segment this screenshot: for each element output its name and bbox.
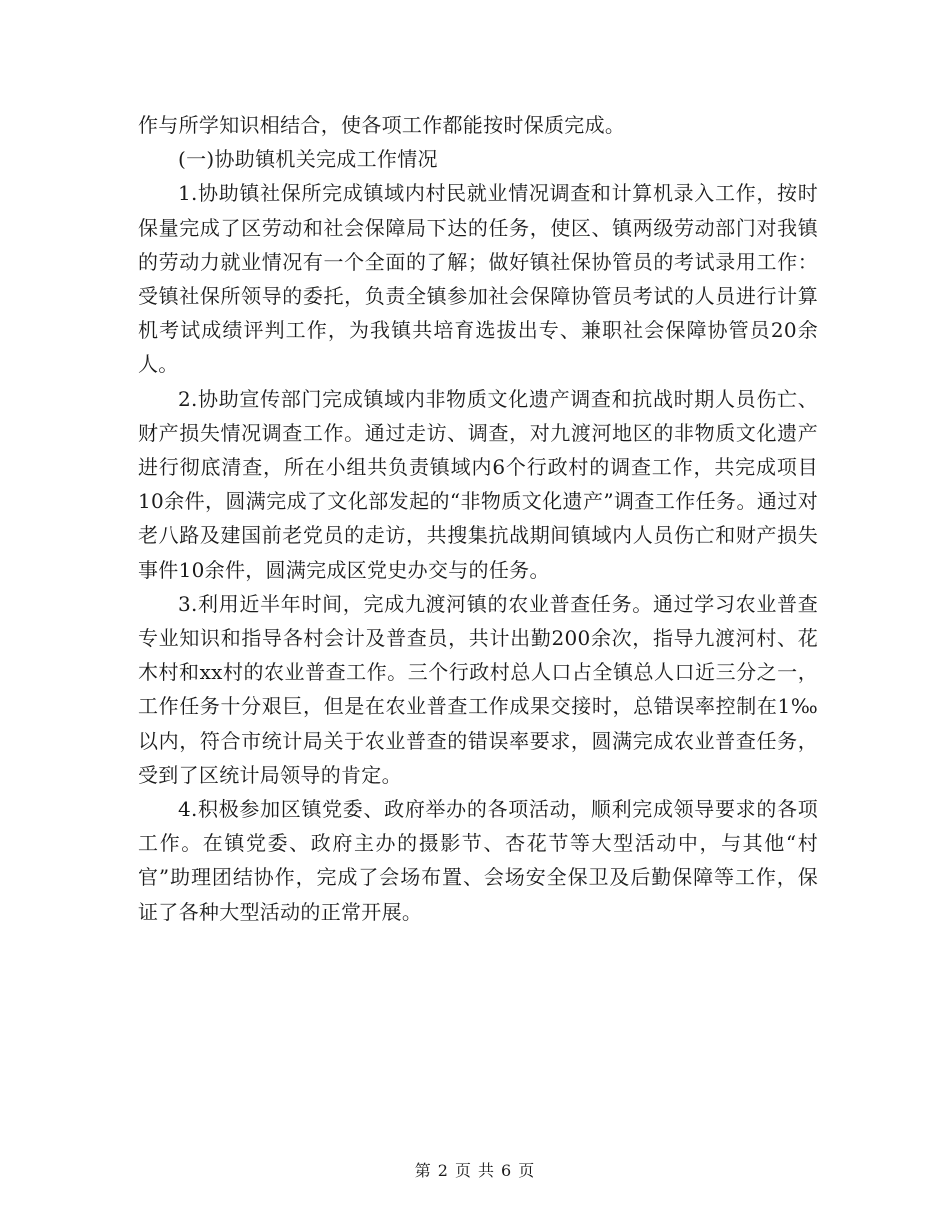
section-heading: (一)协助镇机关完成工作情况 [178,147,438,172]
continuation-paragraph: 作与所学知识相结合，使各项工作都能按时保质完成。 [138,113,626,137]
footer-middle: 页 共 [454,1161,496,1180]
page-footer [0,1158,950,1181]
list-item-1: 1.协助镇社保所完成镇域内村民就业情况调查和计算机录入工作，按时保量完成了区劳动和社会保障局下达的任务，使区、镇两级劳动部门对我镇的劳动力就业情况有一个全面的了解；做好镇社保协管员的考试录用工作：受镇社保所领导的委托，负责全镇参加社会保障协管员考试的人员进行计算机考试成绩评判工作，为我镇共培育选拔出专、兼职社会保障协管员20余人。 [138,181,818,377]
list-item-4: 4.积极参加区镇党委、政府举办的各项活动，顺利完成领导要求的各项工作。在镇党委、政府主办的摄影节、杏花节等大型活动中，与其他“村官”助理团结协作，完成了会场布置、会场安全保卫及后勤保障等工作，保证了各种大型活动的正常开展。 [138,797,818,924]
footer-page-number: 2 [437,1161,449,1180]
footer-suffix: 页 [518,1161,536,1180]
list-item-2: 2.协助宣传部门完成镇域内非物质文化遗产调查和抗战时期人员伤亡、财产损失情况调查工作。通过走访、调查，对九渡河地区的非物质文化遗产进行彻底清查，所在小组共负责镇域内6个行政村的调查工作，共完成项目10余件，圆满完成了文化部发起的“非物质文化遗产”调查工作任务。通过对老八路及建国前老党员的走访，共搜集抗战期间镇域内人员伤亡和财产损失事件10余件，圆满完成区党史办交与的任务。 [138,386,818,582]
footer-prefix: 第 [414,1161,432,1180]
document-body [138,108,818,929]
footer-total-pages: 6 [501,1161,513,1180]
list-item-3: 3.利用近半年时间，完成九渡河镇的农业普查任务。通过学习农业普查专业知识和指导各村会计及普查员，共计出勤200余次，指导九渡河村、花木村和xx村的农业普查工作。三个行政村总人口占全镇总人口近三分之一，工作任务十分艰巨，但是在农业普查工作成果交接时，总错误率控制在1‰以内，符合市统计局关于农业普查的错误率要求，圆满完成农业普查任务，受到了区统计局领导的肯定。 [138,591,818,787]
